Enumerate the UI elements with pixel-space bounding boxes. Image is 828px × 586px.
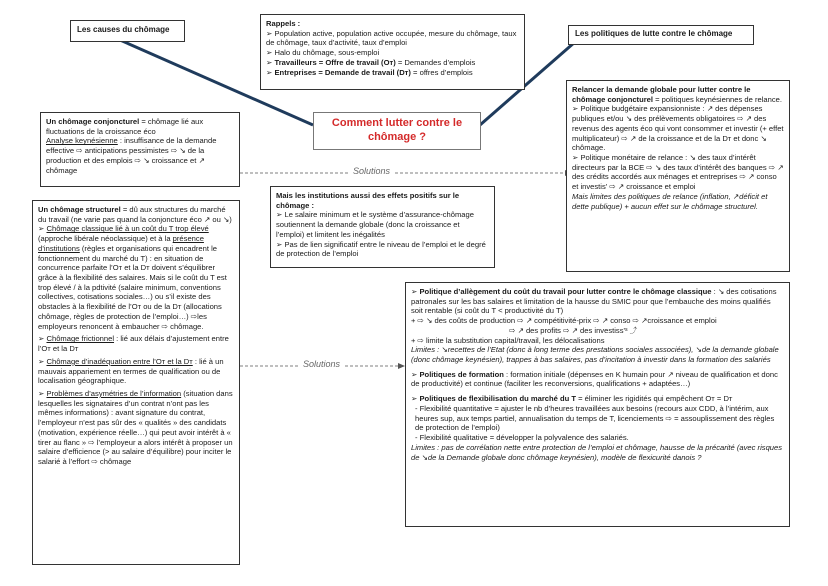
structurel-lead-rest: = dû aux structures du marché du travail (ne varie pas quand la conjoncture éco ↗ ou ↘) — [38, 205, 232, 224]
allegement-title-bold: Politique d’allègement du coût du travail pour lutter contre le chômage classique — [419, 287, 712, 296]
institutions-item-2: ➢ Pas de lien significatif entre le niveau de l’emploi et le degré de protection de l’emploi — [276, 239, 486, 259]
allegement-text-1: : ↘ des cotisations patronales sur les bas salaires et limitation de la hausse du SMIC pour que l’embauche des moins qualifiés soit rentable (si coût du T < productivité du T) — [411, 287, 777, 316]
rappels-box — [260, 14, 525, 90]
structurel-inadequation: ➢ Chômage d’inadéquation entre l’Oт et la Dт : lié à un mauvais appariement en termes de qualification ou de localisation géographique. — [38, 356, 224, 386]
causes-header-text: Les causes du chômage — [77, 25, 170, 34]
conjoncturel-keynes-rest: : insuffisance de la demande effective ⇨ anticipations pessimistes ⇨ ↘ de la production et des emplois ⇨ ↘ croissance et ↗ chômage — [46, 136, 217, 175]
flexibilite-qualitative: - Flexibilité qualitative = développer la polyvalence des salariés. — [415, 433, 629, 443]
relance-budget: ➢ Politique budgétaire expansionniste : ↗ des dépenses publiques et/ou ↘ des prélèvements obligatoires ⇨ ↗ des revenus des agents éco qui vont consommer et investir (+ effet multiplicateur) ⇨ ↗ de la croissance et de la Dт et donc ↘ chômage. — [572, 104, 784, 153]
rappels-item-4-rest: = offres d’emplois — [410, 67, 473, 77]
structurel-asymetrie-rest: (situation dans lesquelles les signataires d’un contrat n’ont pas les mêmes informations) : avant signature du contrat, l’employeur n’est pas sûr des « qualités » des candidats (motivation, expérience réelle…) qui peut avoir intérêt à « tirer au flanc » ⇨ l’employeur a alors intérêt à proposer un salaire d’efficience (> au salaire d’équilibre) pour inciter le salarié à l’effort ⇨ chômage — [38, 388, 233, 466]
structurel-inadequation-rest: : lié à un mauvais appariement en termes de qualification ou de localisation géographique. — [38, 356, 224, 386]
allegement-text-2: + ⇨ ↘ des coûts de production ⇨ ↗ compétitivité-prix ⇨ ↗ conso ⇨ ↗croissance et emploi — [411, 316, 717, 326]
structurel-inadequation-ul: Chômage d’inadéquation entre l’Oт et la Dт — [46, 356, 193, 366]
center-title: Comment lutter contre le chômage ? — [331, 117, 463, 143]
structurel-asymetrie: ➢ Problèmes d’asymétries de l’information (situation dans lesquelles les signataires d’un contrat n’ont pas les mêmes informations) : avant signature du contrat, l’employeur n’est pas sûr des « qualités » des candidats (motivation, expérience réelle…) qui peut avoir intérêt à « tirer au flanc » ⇨ l’employeur a alors intérêt à proposer un salaire d’efficience (> au salaire d’équilibre) pour inciter le salarié à l’effort ⇨ chômage — [38, 388, 233, 466]
flexibilisation-limites: Limites : pas de corrélation nette entre protection de l’emploi et chômage, hausse de la précarité (avec risques de ↘de la Demande globale donc chômage keynésien), modèle de flexicurité danois ? — [411, 442, 783, 462]
conjoncturel-box — [40, 112, 240, 187]
structurel-classique-ul2: présence d’institutions — [38, 234, 204, 253]
structurel-classique-rest: (règles et organisations qui encadrent le fonctionnement du marché du T) : en situation de concurrence parfaite l’Oт et la Dт doivent s’équilibrer grâce à la flexibilité des salaires. Mais si le coût du T est trop élevé / à la pdtivité (salaire minimum, conventions collectives, cotisations sociales…) ou s’il existe des obstacles à la flexibilité de l’Oт ou de la Dт (allocations chômage, règles de protection de l’emploi…) ⇨les employeurs renoncent à embaucher ⇨ chômage. — [38, 243, 227, 331]
structurel-frictionnel-ul: Chômage frictionnel — [46, 334, 115, 344]
allegement-limites: Limites : ↘recettes de l’Etat (donc à long terme des prestations sociales associées), ↘de la demande globale (donc chômage keynésien), trappes à bas salaires, pas d’incitation à investir dans la formation des salariés — [411, 345, 779, 365]
relance-title-bold: Relancer la demande globale pour lutter contre le chômage conjoncturel — [572, 85, 751, 104]
solutions-label-top: Solutions — [350, 166, 393, 176]
allegement-box — [405, 282, 790, 527]
relance-monetaire: ➢ Politique monétaire de relance : ↘ des taux d’intérêt directeurs par la BCE ⇨ ↘ des taux d’intérêt des banques ⇨ ↗ des crédits accordés aux ménages et entreprises ⇨ ↗ conso et investis' ⇨ ↗ croissance et emploi — [572, 153, 784, 192]
flexibilisation-bold: Politiques de flexibilisation du marché du T — [419, 394, 577, 404]
rappels-item-4: ➢ Entreprises = Demande de travail (Dт) = offres d’emplois — [266, 67, 473, 77]
solutions-label-bottom: Solutions — [300, 359, 343, 369]
relance-box — [566, 80, 790, 272]
formation: ➢ Politiques de formation : formation initiale (dépenses en K humain pour ↗ niveau de qualification et donc de productivité) et continue (faciliter les reconversions, qualifications + adaptées…) — [411, 369, 778, 389]
structurel-classique-ul: Chômage classique lié à un coût du T trop élevé — [46, 224, 209, 234]
conjoncturel-lead-bold: Un chômage conjoncturel — [46, 117, 140, 126]
rappels-item-1: ➢ Population active, population active occupée, mesure du chômage, taux de chômage, taux d’activité, taux d’emploi — [266, 28, 517, 48]
structurel-lead — [38, 205, 234, 224]
relance-title-rest: = politiques keynésiennes de relance. — [653, 94, 782, 104]
causes-header — [70, 20, 185, 42]
structurel-lead-bold: Un chômage structurel — [38, 205, 121, 214]
conjoncturel-lead-rest: = chômage lié aux fluctuations de la croissance éco — [46, 117, 204, 136]
allegement-text-4: + ⇨ limite la substitution capital/travail, les délocalisations — [411, 335, 605, 345]
rappels-title: Rappels : — [266, 19, 301, 28]
allegement-title: ➢ Politique d’allègement du coût du travail pour lutter contre le chômage classique : ↘ des cotisations patronales sur les bas salaires et limitation de la hausse du SMIC pour que l’embauche des moins qualifiés soit rentable (si coût du T < productivité du T) — [411, 287, 777, 316]
structurel-frictionnel: ➢ Chômage frictionnel : lié aux délais d’ajustement entre l’Oт et la Dт — [38, 334, 229, 354]
structurel-frictionnel-rest: : lié aux délais d’ajustement entre l’Oт et la Dт — [38, 334, 229, 354]
politiques-header — [568, 25, 754, 45]
center-title-box — [313, 112, 481, 150]
rappels-item-3-bold: Travailleurs = Offre de travail (Oт) — [274, 57, 396, 67]
structurel-classique: ➢ Chômage classique lié à un coût du T trop élevé (approche libérale néoclassique) et à la présence d’institutions (règles et organisations qui encadrent le fonctionnement du marché du T) : en situation de concurrence parfaite l’Oт et la Dт doivent s’équilibrer grâce à la flexibilité des salaires. Mais si le coût du T est trop élevé / à la pdtivité (salaire minimum, conventions collectives, cotisations sociales…) ou s’il existe des obstacles à la flexibilité de l’Oт ou de la Dт (allocations chômage, règles de protection de l’emploi…) ⇨les employeurs renoncent à embaucher ⇨ chômage. — [38, 224, 227, 331]
allegement-text-3: ⇨ ↗ des profits ⇨ ↗ des investiss'ˢ ⤴ — [509, 325, 638, 335]
structurel-asymetrie-ul: Problèmes d’asymétries de l’information — [46, 388, 182, 398]
conjoncturel-keynes-ul: Analyse keynésienne — [46, 136, 118, 146]
conjoncturel-keynes — [46, 136, 234, 175]
politiques-header-text: Les politiques de lutte contre le chômage — [575, 29, 733, 38]
structurel-classique-mid: (approche libérale néoclassique) et à la — [38, 234, 173, 244]
solutions-arrowhead-bottom — [398, 363, 405, 369]
relance-title — [572, 85, 784, 104]
relance-limites: Mais limites des politiques de relance (inflation, ↗déficit et dette publique) + aucun effet sur le chômage structurel. — [572, 191, 768, 211]
institutions-title: Mais les institutions aussi des effets positifs sur le chômage : — [276, 191, 460, 210]
flexibilisation-rest: = éliminer les rigidités qui empêchent Oт = Dт — [576, 394, 733, 404]
conjoncturel-lead — [46, 117, 234, 136]
structurel-box — [32, 200, 240, 565]
institutions-box — [270, 186, 495, 268]
rappels-item-3-rest: = Demandes d’emplois — [395, 57, 476, 67]
institutions-item-1: ➢ Le salaire minimum et le système d’assurance-chômage soutiennent la demande globale (donc la croissance et l’emploi) et limitent les inégalités — [276, 210, 474, 239]
formation-rest: : formation initiale (dépenses en K humain pour ↗ niveau de qualification et donc de productivité) et continue (faciliter les reconversions, qualifications + adaptées…) — [411, 369, 778, 389]
flexibilisation: ➢ Politiques de flexibilisation du marché du T = éliminer les rigidités qui empêchent Oт = Dт — [411, 394, 733, 404]
rappels-item-2: ➢ Halo du chômage, sous-emploi — [266, 48, 380, 58]
formation-bold: Politiques de formation — [419, 369, 504, 379]
rappels-item-3: ➢ Travailleurs = Offre de travail (Oт) = Demandes d’emplois — [266, 57, 476, 67]
flexibilite-quantitative: - Flexibilité quantitative = ajuster le nb d’heures travaillées aux besoins (recours aux CDD, à l’intérim, aux heures sup, aux temps partiel, annualisation du temps de T, licenciements ⇨ = assouplissement des règles de protection de l’emploi) — [415, 403, 775, 433]
rappels-item-4-bold: Entreprises = Demande de travail (Dт) — [274, 67, 411, 77]
